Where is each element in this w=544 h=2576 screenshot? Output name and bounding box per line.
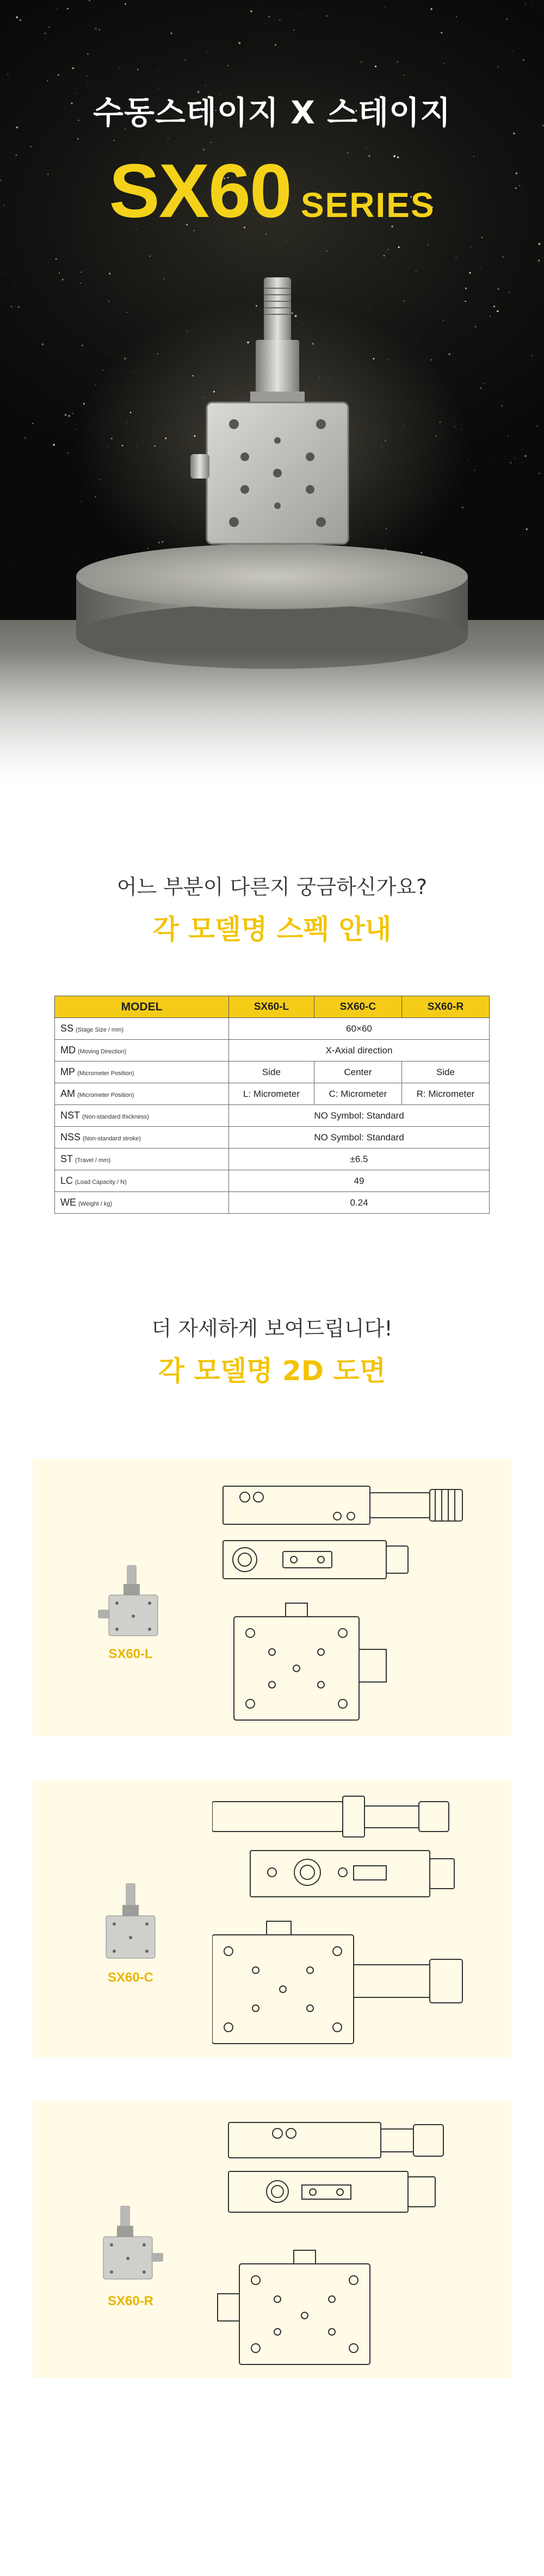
star xyxy=(471,246,472,247)
star xyxy=(15,283,16,284)
sx60-l-label: SX60-L xyxy=(108,1647,153,1661)
star xyxy=(497,66,499,68)
header-model: MODEL xyxy=(55,996,229,1018)
row-value: NO Symbol: Standard xyxy=(229,1105,490,1127)
star xyxy=(227,65,228,66)
star xyxy=(385,440,386,442)
star xyxy=(33,423,34,424)
star xyxy=(238,42,240,44)
star xyxy=(539,243,541,245)
row-value: 60×60 xyxy=(229,1018,490,1040)
drawing-card-sx60-c xyxy=(33,1780,511,2057)
row-value: 0.24 xyxy=(229,1192,490,1214)
star xyxy=(89,0,90,1)
spec-sub-heading: 어느 부분이 다른지 궁금하신가요? xyxy=(116,875,428,899)
star xyxy=(404,301,405,302)
star xyxy=(77,138,78,139)
row-value: 49 xyxy=(229,1170,490,1192)
row-code: NSS xyxy=(60,1132,81,1143)
star xyxy=(461,428,462,429)
star xyxy=(538,259,540,261)
star xyxy=(67,452,69,454)
row-desc: (Travel / mm) xyxy=(75,1157,110,1164)
star xyxy=(130,412,132,413)
star xyxy=(83,403,85,405)
star xyxy=(126,312,127,313)
star xyxy=(59,272,60,274)
star xyxy=(126,422,127,423)
star xyxy=(465,288,467,289)
sx60-r-thumbnail xyxy=(90,2201,171,2283)
sx60-stage-photo xyxy=(163,261,381,566)
star xyxy=(86,85,88,86)
row-label xyxy=(55,1040,229,1062)
star xyxy=(539,473,540,474)
star xyxy=(514,458,515,459)
star xyxy=(444,63,445,64)
star xyxy=(269,16,270,17)
star xyxy=(250,10,252,12)
star xyxy=(475,326,476,327)
row-desc: (Stage Size / mm) xyxy=(76,1027,124,1033)
star xyxy=(108,301,109,302)
header-model-l: SX60-L xyxy=(229,996,314,1018)
row-desc: (Load Capacity / N) xyxy=(75,1179,127,1185)
row-code: NST xyxy=(60,1110,80,1121)
star xyxy=(506,18,508,20)
star xyxy=(490,316,491,317)
star xyxy=(113,140,114,141)
series-suffix: SERIES xyxy=(300,185,435,225)
row-code: ST xyxy=(60,1153,73,1164)
star xyxy=(456,16,457,17)
star xyxy=(416,270,417,271)
star xyxy=(398,246,400,248)
star xyxy=(455,46,456,47)
star xyxy=(95,384,96,386)
star xyxy=(55,258,57,260)
row-label xyxy=(55,1127,229,1149)
sx60-c-label: SX60-C xyxy=(107,1970,154,1985)
star xyxy=(86,76,88,77)
star xyxy=(109,273,110,275)
star xyxy=(90,84,91,85)
row-code: MD xyxy=(60,1045,76,1056)
row-value-l: L: Micrometer xyxy=(229,1083,314,1105)
row-code: AM xyxy=(60,1088,75,1099)
star xyxy=(387,249,388,250)
star xyxy=(512,51,514,52)
star xyxy=(131,371,132,373)
star xyxy=(430,359,432,361)
star xyxy=(469,272,471,274)
row-label xyxy=(55,1192,229,1214)
star xyxy=(523,59,524,60)
star xyxy=(386,528,387,529)
row-label xyxy=(55,1105,229,1127)
star xyxy=(10,306,12,307)
row-desc: (Micrometer Position) xyxy=(77,1070,134,1077)
drawing-sub-heading: 더 자세하게 보여드립니다! xyxy=(151,1317,393,1340)
star xyxy=(47,80,48,82)
star xyxy=(498,288,499,290)
row-desc: (Moving Direction) xyxy=(78,1048,127,1055)
row-value: NO Symbol: Standard xyxy=(229,1127,490,1149)
series-logo xyxy=(0,147,544,235)
row-label xyxy=(55,1083,229,1105)
star xyxy=(171,33,172,34)
star xyxy=(62,279,64,281)
table-row xyxy=(55,1105,490,1127)
star xyxy=(326,15,328,17)
star xyxy=(139,353,140,354)
star xyxy=(474,470,475,471)
star xyxy=(360,61,362,63)
star xyxy=(301,13,302,14)
row-value-r: R: Micrometer xyxy=(401,1083,489,1105)
table-row xyxy=(55,1040,490,1062)
star xyxy=(427,244,429,246)
star xyxy=(76,429,77,430)
star xyxy=(24,437,26,438)
star xyxy=(417,338,418,339)
spec-section-header xyxy=(0,870,544,947)
star xyxy=(435,435,437,437)
row-value-c: Center xyxy=(314,1062,401,1083)
row-label xyxy=(55,1018,229,1040)
table-row xyxy=(55,1170,490,1192)
star xyxy=(508,291,509,293)
row-value-r: Side xyxy=(401,1062,489,1083)
star xyxy=(525,4,526,5)
row-code: MP xyxy=(60,1066,75,1077)
row-label xyxy=(55,1062,229,1083)
star xyxy=(178,26,179,27)
star xyxy=(454,426,455,427)
star xyxy=(513,133,515,134)
star xyxy=(385,336,386,337)
table-row xyxy=(55,1192,490,1214)
star xyxy=(431,8,432,10)
header-model-c: SX60-C xyxy=(314,996,401,1018)
row-code: SS xyxy=(60,1023,74,1034)
star xyxy=(484,383,485,384)
sx60-l-thumbnail xyxy=(90,1560,171,1641)
star xyxy=(168,138,169,139)
star xyxy=(279,20,280,21)
table-row xyxy=(55,1018,490,1040)
star xyxy=(481,237,483,238)
row-value-l: Side xyxy=(229,1062,314,1083)
row-desc: (Micrometer Position) xyxy=(77,1092,134,1098)
star xyxy=(443,320,444,321)
spec-main-heading: 각 모델명 스펙 안내 xyxy=(152,914,392,945)
star xyxy=(493,306,495,307)
star xyxy=(124,358,126,359)
star xyxy=(441,32,442,34)
star xyxy=(99,479,100,480)
star xyxy=(510,462,512,463)
star xyxy=(42,344,44,345)
star xyxy=(48,262,49,263)
star xyxy=(480,387,481,389)
star xyxy=(18,306,20,308)
star xyxy=(95,496,96,498)
star xyxy=(397,61,398,63)
drawing-main-heading: 각 모델명 2D 도면 xyxy=(158,1355,386,1387)
sx60-c-2d-drawing xyxy=(212,1791,495,2046)
table-row xyxy=(55,1149,490,1170)
star xyxy=(287,240,288,241)
spec-table xyxy=(54,996,490,1214)
star xyxy=(110,354,111,355)
star xyxy=(121,445,123,446)
star xyxy=(8,74,9,75)
star xyxy=(326,251,327,252)
star xyxy=(58,74,59,76)
table-row xyxy=(55,1083,490,1105)
star xyxy=(465,301,466,302)
star xyxy=(508,435,509,436)
hero-banner xyxy=(0,0,544,783)
star xyxy=(69,415,70,417)
star xyxy=(87,53,88,54)
star xyxy=(511,86,512,87)
table-row xyxy=(55,1062,490,1083)
row-code: LC xyxy=(60,1175,73,1186)
row-desc: (Non-standard stroke) xyxy=(83,1135,141,1142)
star xyxy=(532,355,533,356)
drawing-cards xyxy=(0,1459,544,2378)
star xyxy=(1,274,2,275)
star xyxy=(154,445,156,447)
star xyxy=(159,70,160,71)
row-label xyxy=(55,1170,229,1192)
star xyxy=(111,438,113,439)
star xyxy=(205,84,206,85)
star xyxy=(526,529,528,530)
star xyxy=(486,324,487,325)
row-code: WE xyxy=(60,1197,76,1208)
row-label xyxy=(55,1149,229,1170)
star xyxy=(381,447,382,448)
star xyxy=(98,29,100,30)
hero-fade xyxy=(0,653,544,783)
drawing-card-sx60-r xyxy=(33,2101,511,2378)
star xyxy=(184,59,186,61)
star xyxy=(125,3,126,5)
star xyxy=(293,29,294,30)
drawing-card-sx60-l xyxy=(33,1459,511,1736)
star xyxy=(502,256,504,258)
star xyxy=(211,142,212,143)
star xyxy=(72,413,73,414)
sx60-r-2d-drawing xyxy=(212,2112,495,2367)
star xyxy=(53,444,55,446)
star xyxy=(448,353,450,356)
star xyxy=(137,69,139,70)
star xyxy=(44,33,46,34)
star xyxy=(20,19,22,21)
hero-title: 수동스테이지 X 스테이지 xyxy=(92,94,452,131)
star xyxy=(51,76,52,77)
star xyxy=(95,28,97,30)
star xyxy=(501,405,503,407)
header-model-r: SX60-R xyxy=(401,996,489,1018)
star xyxy=(455,257,456,258)
star xyxy=(524,455,527,457)
sx60-r-label: SX60-R xyxy=(107,2294,154,2308)
star xyxy=(439,421,441,424)
star xyxy=(462,507,463,508)
row-desc: (Weight / kg) xyxy=(78,1201,113,1207)
star xyxy=(65,414,67,416)
sx60-l-2d-drawing xyxy=(212,1470,495,1725)
star xyxy=(48,27,50,28)
star xyxy=(268,29,269,30)
spec-table-header-row xyxy=(55,996,490,1018)
star xyxy=(16,16,18,18)
star xyxy=(206,51,207,52)
row-value: X-Axial direction xyxy=(229,1040,490,1062)
sx60-c-thumbnail xyxy=(90,1880,171,1962)
star xyxy=(80,271,82,273)
table-row xyxy=(55,1127,490,1149)
star xyxy=(536,425,539,427)
row-desc: (Non-standard thickness) xyxy=(82,1114,149,1120)
row-value: ±6.5 xyxy=(229,1149,490,1170)
star xyxy=(375,66,376,67)
star xyxy=(497,310,499,312)
star xyxy=(157,353,158,354)
drawing-section-header xyxy=(0,1312,544,1388)
star xyxy=(67,8,69,9)
star xyxy=(418,415,419,416)
star xyxy=(384,255,385,257)
star xyxy=(82,345,83,346)
series-main: SX60 xyxy=(109,148,291,233)
star xyxy=(275,44,276,46)
star xyxy=(147,337,148,338)
star xyxy=(154,0,155,1)
row-value-c: C: Micrometer xyxy=(314,1083,401,1105)
star xyxy=(149,256,150,257)
star xyxy=(72,67,74,69)
